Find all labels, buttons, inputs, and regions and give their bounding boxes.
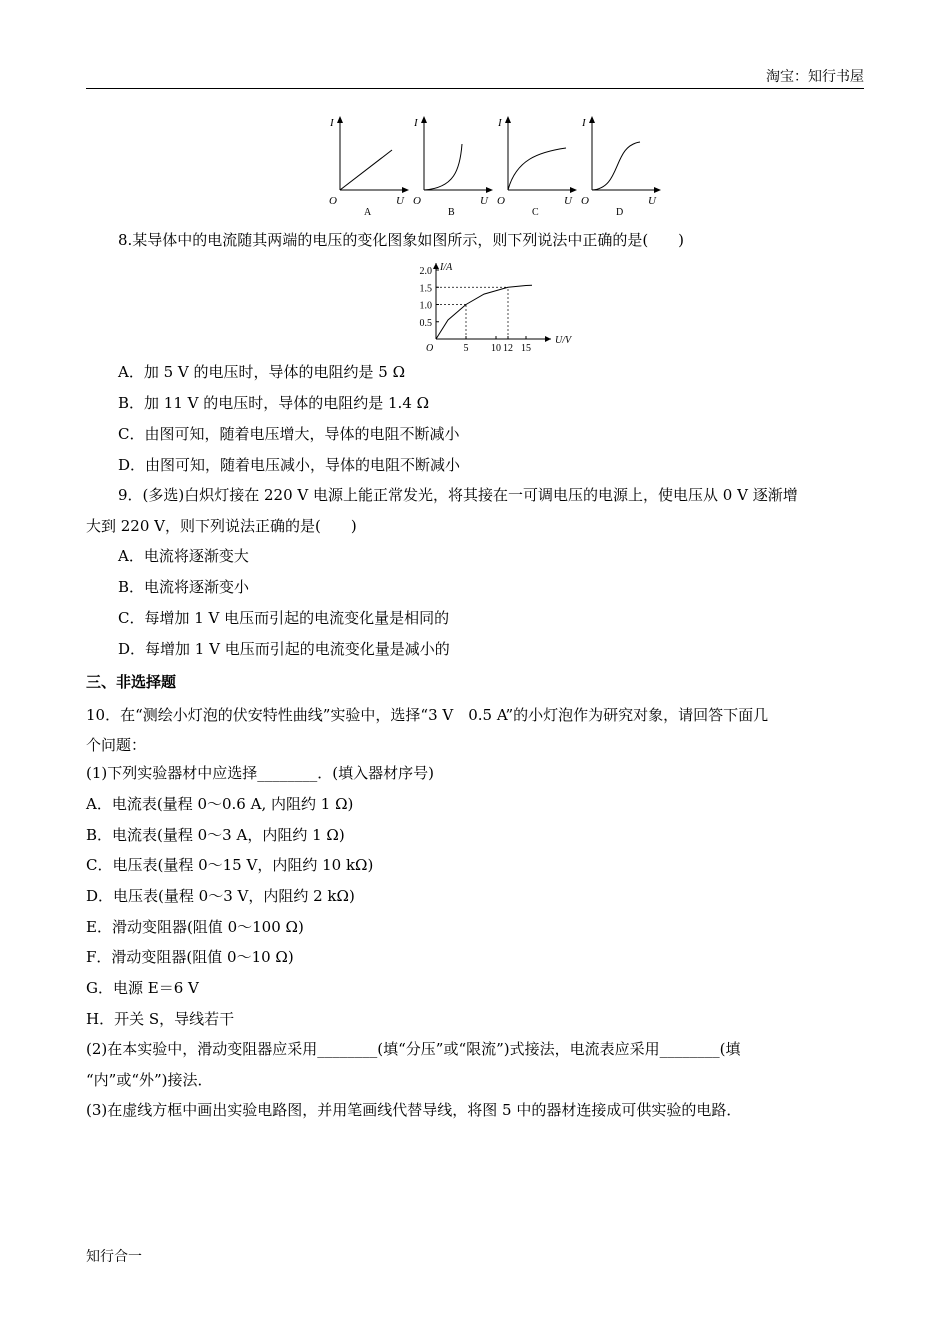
y-axis-arrow (505, 116, 511, 123)
y-tick-label: 1.5 (419, 283, 432, 295)
q10-option-g: G．电源 E＝6 V (86, 979, 199, 997)
q10-option-a: A．电流表(量程 0～0.6 A, 内阻约 1 Ω) (86, 795, 354, 813)
x-label: U (648, 195, 656, 207)
curve (592, 142, 640, 190)
y-axis-arrow (337, 116, 343, 123)
q9-stem-line2: 大到 220 V，则下列说法正确的是( ) (86, 517, 357, 535)
option-graph-b (413, 116, 493, 218)
x-tick-label: 12 (503, 343, 513, 354)
q10-part2-line2: “内”或“外”)接法． (86, 1071, 213, 1089)
q8-option-a: A．加 5 V 的电压时，导体的电阻约是 5 Ω (118, 363, 406, 381)
q10-option-h: H．开关 S，导线若干 (86, 1010, 235, 1028)
x-tick-label: 5 (463, 343, 469, 354)
q8-stem: 8.某导体中的电流随其两端的电压的变化图象如图所示，则下列说法中正确的是( ) (118, 231, 685, 249)
q10-stem-line2: 个问题： (86, 736, 147, 754)
y-axis-label: I/A (440, 262, 453, 273)
x-tick-label: 10 (491, 343, 501, 354)
option-graphs (322, 110, 672, 220)
x-label: U (396, 195, 404, 207)
x-axis-label: U/V (555, 335, 572, 346)
footer-text: 知行合一 (86, 1249, 142, 1265)
q9-option-d: D．每增加 1 V 电压而引起的电流变化量是减小的 (118, 640, 450, 658)
q9-stem-line1: 9．(多选)白炽灯接在 220 V 电源上能正常发光，将其接在一可调电压的电源上，使电压从 0 V 逐渐增 (118, 486, 798, 504)
x-axis-arrow (486, 187, 493, 193)
y-axis-arrow (589, 116, 595, 123)
option-label: B (448, 207, 455, 218)
y-label: I (582, 117, 586, 129)
section-title: 三、非选择题 (86, 673, 177, 691)
q9-option-c: C．每增加 1 V 电压而引起的电流变化量是相同的 (118, 609, 450, 627)
q10-option-f: F．滑动变阻器(阻值 0～10 Ω) (86, 948, 294, 966)
option-graph-c (497, 116, 577, 218)
origin-label: O (413, 195, 421, 207)
y-label: I (498, 117, 502, 129)
y-label: I (414, 117, 418, 129)
curve (340, 150, 392, 190)
page-header (86, 66, 864, 89)
q10-option-e: E．滑动变阻器(阻值 0～100 Ω) (86, 918, 304, 936)
q8-option-d: D．由图可知，随着电压减小，导体的电阻不断减小 (118, 456, 461, 474)
y-axis-arrow (433, 263, 439, 269)
origin-label: O (497, 195, 505, 207)
q8-chart (410, 255, 575, 355)
curve (424, 144, 462, 190)
x-label: U (564, 195, 572, 207)
origin-label: O (426, 343, 434, 354)
q8-option-c: C．由图可知，随着电压增大，导体的电阻不断减小 (118, 425, 460, 443)
q10-part3: (3)在虚线方框中画出实验电路图，并用笔画线代替导线，将图 5 中的器材连接成可供实验的电路． (86, 1101, 742, 1119)
y-tick-label: 2.0 (419, 266, 432, 277)
origin-label: O (581, 195, 589, 207)
option-label: A (364, 207, 372, 218)
x-axis-arrow (545, 336, 551, 342)
option-label: C (532, 207, 539, 218)
curve (508, 148, 566, 190)
y-tick-label: 1.0 (419, 300, 432, 312)
x-label: U (480, 195, 488, 207)
y-axis-arrow (421, 116, 427, 123)
q10-option-d: D．电压表(量程 0～3 V，内阻约 2 kΩ) (86, 887, 355, 905)
x-axis-arrow (570, 187, 577, 193)
origin-label: O (329, 195, 337, 207)
option-label: D (616, 207, 624, 218)
q9-option-b: B．电流将逐渐变小 (118, 578, 250, 596)
iu-curve (436, 285, 532, 339)
q10-option-c: C．电压表(量程 0～15 V，内阻约 10 kΩ) (86, 856, 374, 874)
q10-part1: (1)下列实验器材中应选择________．(填入器材序号) (86, 764, 434, 782)
q10-stem-line1: 10．在“测绘小灯泡的伏安特性曲线”实验中，选择“3 V 0.5 A”的小灯泡作为研究对象，请回答下面几 (86, 706, 769, 724)
q8-option-b: B．加 11 V 的电压时，导体的电阻约是 1.4 Ω (118, 394, 430, 412)
option-graph-a (329, 116, 409, 218)
q10-part2-line1: (2)在本实验中，滑动变阻器应采用________(填“分压”或“限流”)式接法，电流表应采用________(填 (86, 1040, 741, 1058)
x-axis-arrow (654, 187, 661, 193)
option-graph-d (581, 116, 661, 218)
x-axis-arrow (402, 187, 409, 193)
q9-option-a: A．电流将逐渐变大 (118, 547, 249, 565)
y-tick-label: 0.5 (419, 317, 432, 329)
q10-option-b: B．电流表(量程 0～3 A，内阻约 1 Ω) (86, 826, 345, 844)
x-tick-label: 15 (521, 343, 531, 354)
y-label: I (330, 117, 334, 129)
shop-name: 淘宝：知行书屋 (766, 69, 864, 85)
